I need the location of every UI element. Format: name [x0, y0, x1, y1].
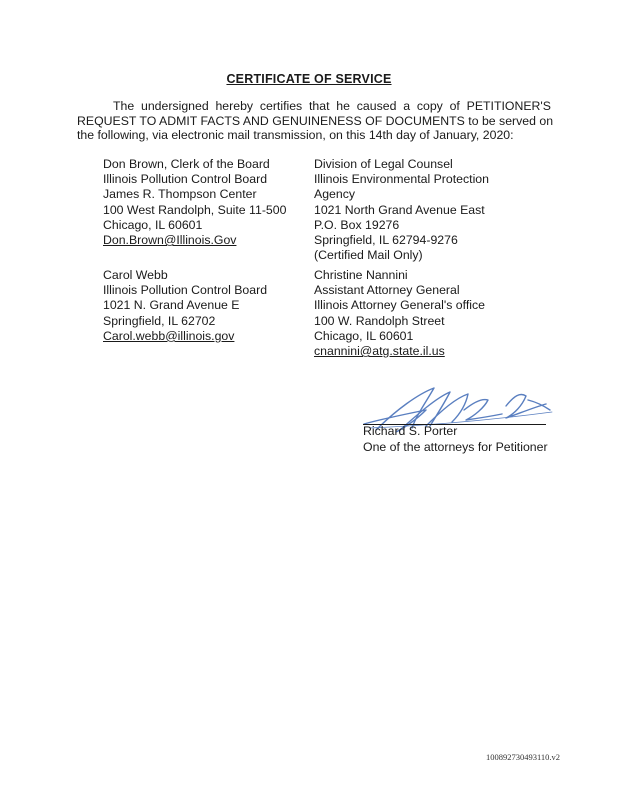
intro-word: PETITIONER'S [466, 99, 551, 113]
recipient-line: Don Brown, Clerk of the Board [103, 157, 270, 171]
recipient-line: Chicago, IL 60601 [314, 328, 414, 343]
intro-word: certifies [259, 99, 303, 113]
recipient-line: Assistant Attorney General [314, 283, 460, 298]
recipient-line: (Certified Mail Only) [314, 248, 423, 263]
recipient-line: Illinois Pollution Control Board [103, 283, 268, 298]
intro-line-3: the following, via electronic mail transmission, on this 14th day of January, 2020: [77, 128, 514, 142]
intro-word: copy [416, 99, 443, 113]
intro-word: he [336, 99, 350, 113]
recipient-line: Springfield, IL 62794-9276 [314, 233, 458, 248]
recipient-line: Agency [314, 187, 356, 202]
signature-block [363, 424, 548, 455]
signatory-name: Richard S. Porter [363, 424, 458, 438]
recipient-line: Illinois Environmental Protection [314, 172, 489, 187]
intro-word: hereby [215, 99, 254, 113]
recipient-block-webb [103, 268, 267, 344]
document-title: CERTIFICATE OF SERVICE [226, 72, 392, 86]
recipient-line: Chicago, IL 60601 [103, 217, 203, 232]
intro-word: that [309, 99, 330, 113]
recipient-line: Division of Legal Counsel [314, 157, 453, 171]
recipient-line: Illinois Pollution Control Board [103, 172, 268, 187]
recipient-line: Springfield, IL 62702 [103, 313, 216, 328]
recipient-line: Illinois Attorney General's office [314, 298, 485, 313]
recipient-block-nannini [314, 268, 485, 359]
signatory-role: One of the attorneys for Petitioner [363, 439, 548, 454]
recipient-email-link[interactable]: Don.Brown@Illinois.Gov [103, 233, 237, 248]
document-id: 100892730493110.v2 [485, 752, 560, 762]
intro-line-1 [77, 99, 551, 114]
recipient-block-iepa [314, 157, 489, 263]
recipient-email-link[interactable]: cnannini@atg.state.il.us [314, 344, 445, 359]
intro-word: a [403, 99, 411, 113]
recipient-line: 1021 N. Grand Avenue E [103, 298, 240, 313]
recipient-line: 100 W. Randolph Street [314, 313, 445, 328]
intro-line-2: REQUEST TO ADMIT FACTS AND GENUINENESS OF DOCUMENTS to be served on [77, 113, 554, 128]
recipient-line: Christine Nannini [314, 268, 408, 282]
recipient-line: 100 West Randolph, Suite 11-500 [103, 202, 287, 217]
recipient-line: Carol Webb [103, 268, 168, 282]
intro-word: The [113, 99, 135, 113]
intro-word: undersigned [140, 99, 209, 113]
recipient-line: James R. Thompson Center [103, 187, 257, 202]
recipient-email-link[interactable]: Carol.webb@illinois.gov [103, 328, 235, 343]
recipient-block-clerk [103, 157, 286, 248]
intro-word: caused [356, 99, 397, 113]
recipient-line: P.O. Box 19276 [314, 217, 400, 232]
intro-paragraph [77, 99, 554, 143]
intro-word: of [449, 99, 460, 113]
recipient-line: 1021 North Grand Avenue East [314, 202, 485, 217]
